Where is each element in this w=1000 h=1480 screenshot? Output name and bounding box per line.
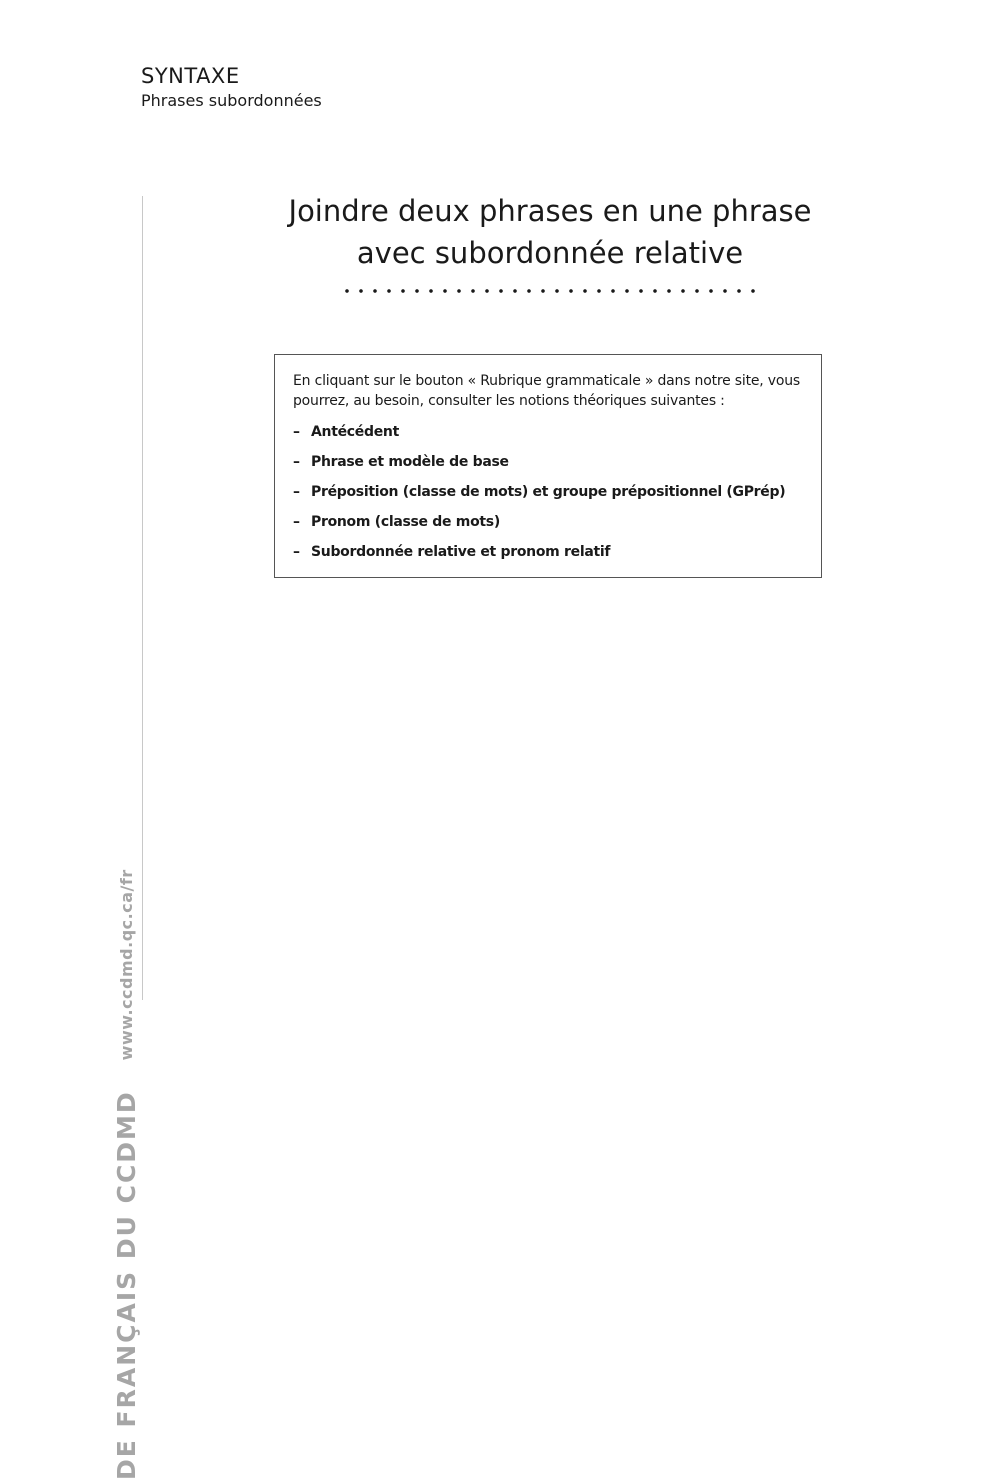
dash-bullet: – <box>293 514 300 530</box>
dotted-divider <box>340 288 760 294</box>
section-header <box>141 62 322 112</box>
sidebar-vertical-text <box>106 480 146 1480</box>
page-title-line-1: Joindre deux phrases en une phrase <box>288 194 812 228</box>
list-item-label: Subordonnée relative et pronom relatif <box>311 544 611 560</box>
list-item-label: Pronom (classe de mots) <box>311 514 500 530</box>
dash-bullet: – <box>293 424 300 440</box>
list-item-label: Antécédent <box>311 424 399 440</box>
list-item <box>293 477 803 507</box>
dash-bullet: – <box>293 454 300 470</box>
list-item-label: Phrase et modèle de base <box>311 454 509 470</box>
list-item <box>293 447 803 477</box>
dash-bullet: – <box>293 484 300 500</box>
list-item <box>293 417 803 447</box>
list-item-label: Préposition (classe de mots) et groupe prépositionnel (GPrép) <box>311 484 786 500</box>
publisher-name: DE FRANÇAIS DU CCDMD <box>111 1090 141 1480</box>
list-item <box>293 507 803 537</box>
notions-box <box>274 354 822 578</box>
page-title-line-2: avec subordonnée relative <box>356 236 744 270</box>
section-title: SYNTAXE <box>141 64 240 88</box>
page-title <box>255 190 845 294</box>
dash-bullet: – <box>293 544 300 560</box>
list-item <box>293 537 803 567</box>
section-subtitle: Phrases subordonnées <box>141 91 322 110</box>
notions-list <box>293 417 803 567</box>
publisher-url[interactable]: www.ccdmd.qc.ca/fr <box>116 869 136 1061</box>
notions-intro: En cliquant sur le bouton « Rubrique grammaticale » dans notre site, vous pourrez, au besoin, consulter les notions théoriques suivantes : <box>293 373 800 409</box>
